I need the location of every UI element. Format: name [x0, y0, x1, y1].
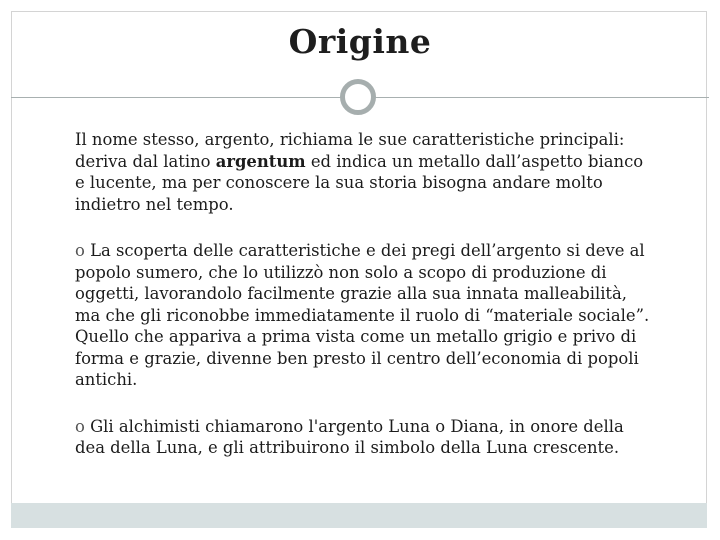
bold-term: argentum: [215, 151, 306, 171]
bullet-paragraph-sumerians-text: La scoperta delle caratteristiche e dei pregi dell’argento si deve al popolo sumero, che lo utilizzò non solo a scopo di produzione di oggetti, lavorandolo facilmente grazie alla sua innata malleabilità, ma che gli riconobbe immediatamente il ruolo di “materiale sociale”. Quello che appariva a prima vista come un metallo grigio e privo di forma e grazie, divenne ben presto il centro dell’economia di popoli antichi.: [75, 241, 650, 389]
divider-circle-icon: [340, 79, 376, 115]
bullet-paragraph-sumerians: [75, 240, 650, 391]
bullet-paragraph-alchemists: [75, 416, 650, 459]
slide-title: Origine: [288, 22, 432, 61]
bullet-paragraph-alchemists-text: Gli alchimisti chiamarono l'argento Luna o Diana, in onore della dea della Luna, e gli attribuirono il simbolo della Luna crescente.: [75, 416, 624, 457]
slide-body: [75, 129, 650, 459]
paragraph-intro: [75, 129, 650, 215]
paragraph-intro-text-end: ed indica un metallo dall’aspetto bianco e lucente, ma per conoscere la sua storia bisogna andare molto indietro nel tempo.: [75, 151, 644, 214]
footer-bar: [11, 503, 707, 528]
bullet-circle-icon: o: [75, 416, 85, 436]
bullet-circle-icon: o: [75, 241, 85, 260]
paragraph-intro-text-start: Il nome stesso, argento, richiama le sue caratteristiche principali: deriva dal latino: [75, 130, 625, 171]
